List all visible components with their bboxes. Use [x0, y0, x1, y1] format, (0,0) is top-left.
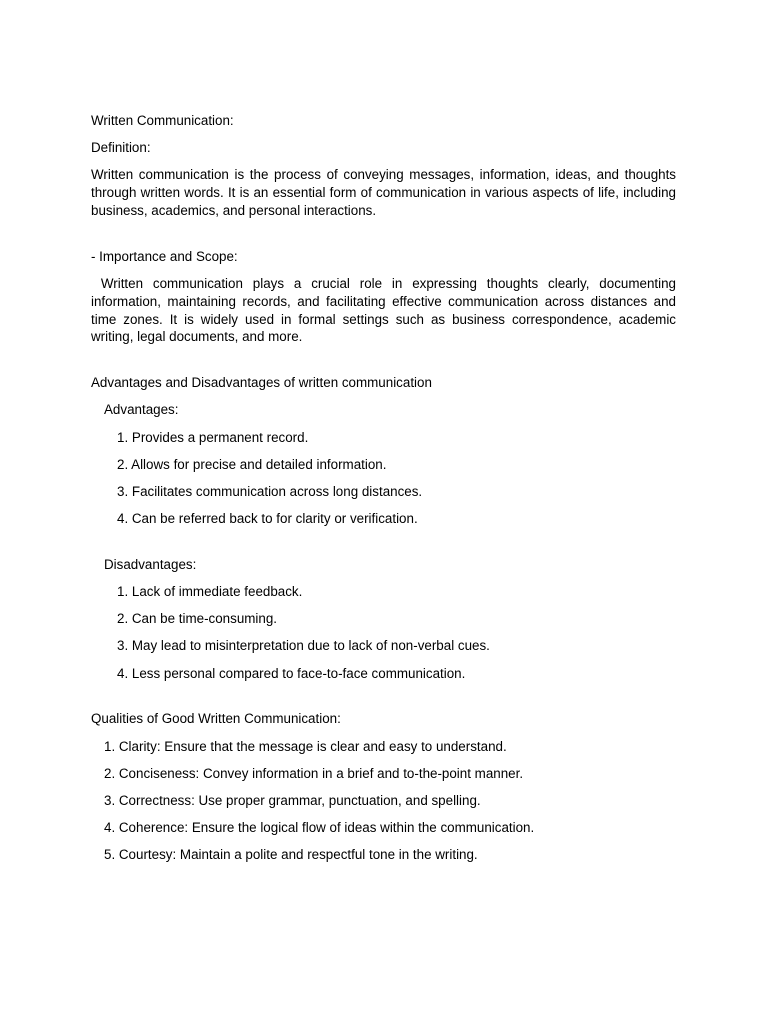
document-page	[91, 112, 680, 864]
adv-disadv-heading: Advantages and Disadvantages of written communication	[91, 375, 432, 391]
advantages-heading: Advantages:	[104, 402, 179, 418]
advantages-list-item: 2. Allows for precise and detailed information.	[117, 456, 387, 472]
qualities-list-item: 3. Correctness: Use proper grammar, punctuation, and spelling.	[104, 792, 481, 808]
advantages-list-item: 1. Provides a permanent record.	[117, 429, 309, 445]
qualities-heading: Qualities of Good Written Communication:	[91, 711, 341, 727]
advantages-list-item: 3. Facilitates communication across long distances.	[117, 483, 423, 499]
importance-heading: - Importance and Scope:	[91, 248, 238, 264]
qualities-list-item: 2. Conciseness: Convey information in a brief and to-the-point manner.	[104, 765, 524, 781]
qualities-list-item: 1. Clarity: Ensure that the message is clear and easy to understand.	[104, 738, 507, 754]
advantages-list-item: 4. Can be referred back to for clarity or verification.	[117, 511, 418, 527]
definition-paragraph: Written communication is the process of conveying messages, information, ideas, and thoughts through written words. It is an essential form of communication in various aspects of life, including business, academics, and personal interactions.	[91, 167, 676, 218]
disadvantages-list-item: 1. Lack of immediate feedback.	[117, 584, 303, 600]
qualities-list-item: 5. Courtesy: Maintain a polite and respectful tone in the writing.	[104, 847, 478, 863]
disadvantages-list-item: 2. Can be time-consuming.	[117, 611, 278, 627]
disadvantages-list-item: 4. Less personal compared to face-to-face communication.	[117, 665, 466, 681]
disadvantages-heading: Disadvantages:	[104, 556, 197, 572]
document-title: Written Communication:	[91, 113, 234, 128]
definition-heading: Definition:	[91, 140, 151, 156]
importance-paragraph: Written communication plays a crucial role in expressing thoughts clearly, documenting information, maintaining records, and facilitating effective communication across distances and time zones. It is widely used in formal settings such as business correspondence, academic writing, legal documents, and more.	[91, 275, 680, 345]
disadvantages-list-item: 3. May lead to misinterpretation due to lack of non-verbal cues.	[117, 638, 490, 654]
qualities-list-item: 4. Coherence: Ensure the logical flow of ideas within the communication.	[104, 820, 535, 836]
